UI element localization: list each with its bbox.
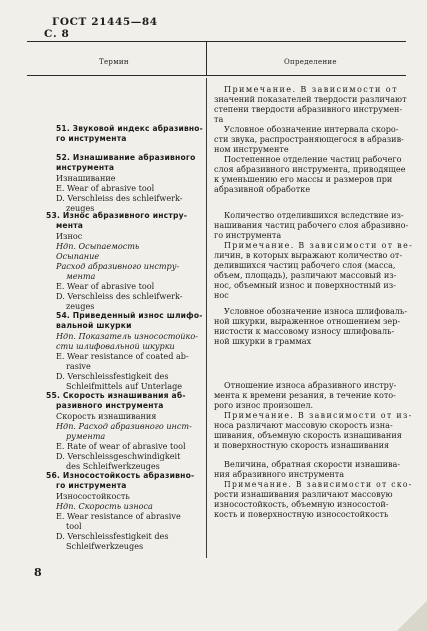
term-line: des Schleifwerkzeuges — [66, 461, 160, 471]
term-line: 56. Износостойкость абразивно- — [46, 471, 195, 480]
definition-line: к уменьшению его массы и размеров при — [214, 174, 393, 184]
page-corner-fold — [397, 601, 427, 631]
term-line: го инструмента — [56, 481, 127, 490]
definition-line: Количество отделившихся вследствие из- — [224, 210, 404, 220]
definition-line: та — [214, 114, 224, 124]
term-line: 54. Приведенный износ шлифо- — [56, 311, 203, 320]
definition-line: делившихся частиц рабочего слоя (масса, — [214, 260, 396, 270]
page-number: 8 — [34, 566, 42, 579]
term-line: Расход абразивного инстру- — [56, 261, 180, 271]
definition-line: абразивной обработке — [214, 184, 311, 194]
definition-line: значений показателей твердости различают — [214, 94, 407, 104]
definition-line: Условное обозначение износа шлифоваль- — [224, 306, 408, 316]
term-line: вальной шкурки — [56, 321, 132, 330]
term-line: румента — [66, 431, 106, 441]
table-head-border — [27, 75, 406, 76]
term-line: сти шлифовальной шкурки — [56, 341, 175, 351]
definition-line: нашивания частиц рабочего слоя абразивно- — [214, 220, 409, 230]
definition-line: объем, площадь), различают массовый из- — [214, 270, 397, 280]
definition-line: мента к времени резания, в течение кото- — [214, 390, 396, 400]
definition-line: ном инструменте — [214, 144, 289, 154]
term-line: D. Verschleissfestigkeit des — [56, 371, 169, 381]
standard-code: ГОСТ 21445—84 — [52, 16, 158, 28]
term-line: Ндп. Расход абразивного инст- — [56, 421, 192, 431]
term-line: Изнашивание — [56, 173, 116, 183]
term-line: D. Verschleiss des schleifwerk- — [56, 193, 183, 203]
page-label: С. 8 — [44, 28, 70, 40]
term-line: 55. Скорость изнашивания аб- — [46, 391, 186, 400]
term-line: E. Wear of abrasive tool — [56, 281, 155, 291]
definition-line: го инструмента — [214, 230, 282, 240]
term-line: 52. Изнашивание абразивного — [56, 153, 196, 162]
definition-line: Примечание. В зависимости от — [224, 84, 398, 94]
term-line: Ндп. Осыпаемость — [56, 241, 140, 251]
term-line: 53. Износ абразивного инстру- — [46, 211, 188, 220]
term-line: Schleifwerkzeuges — [66, 541, 144, 551]
definition-line: рости изнашивания различают массовую — [214, 489, 393, 499]
definition-line: износостойкость, объемную износостой- — [214, 499, 389, 509]
term-line: rasive — [66, 361, 91, 371]
term-line: Schleifmittels auf Unterlage — [66, 381, 183, 391]
column-divider — [206, 78, 207, 558]
term-line: E. Wear of abrasive tool — [56, 183, 155, 193]
term-line: Износ — [56, 231, 83, 241]
term-line: D. Verschleissgeschwindigkeit — [56, 451, 181, 461]
term-line: инструмента — [56, 163, 115, 172]
definition-line: личин, в которых выражают количество от- — [214, 250, 403, 260]
term-line: tool — [66, 521, 82, 531]
definition-line: степени твердости абразивного инструмен- — [214, 104, 403, 114]
definition-line: нос, объемный износ и поверхностный из- — [214, 280, 396, 290]
term-line: мента — [66, 271, 96, 281]
definition-line: сти звука, распространяющегося в абразив- — [214, 134, 404, 144]
definition-line: нос — [214, 290, 229, 300]
term-line: Ндп. Показатель износостойко- — [56, 331, 198, 341]
definition-line: Примечание. В зависимости от ско- — [224, 479, 413, 489]
term-line: zeuges — [66, 301, 95, 311]
term-line: разивного инструмента — [56, 401, 164, 410]
definition-line: Примечание. В зависимости от из- — [224, 410, 413, 420]
definition-line: ния абразивного инструмента — [214, 469, 345, 479]
column-divider-head — [206, 41, 207, 75]
term-line: мента — [56, 221, 84, 230]
term-line: Осыпание — [56, 251, 100, 261]
definition-column-header: Определение — [284, 58, 337, 66]
definition-line: кость и поверхностную износостойкость — [214, 509, 389, 519]
definition-line: Величина, обратная скорости изнашива- — [224, 459, 401, 469]
term-line: 51. Звуковой индекс абразивно- — [56, 124, 203, 133]
table-top-border — [27, 41, 406, 42]
definition-line: нистости к массовому износу шлифоваль- — [214, 326, 395, 336]
term-line: E. Wear resistance of coated ab- — [56, 351, 189, 361]
term-line: Скорость изнашивания — [56, 411, 157, 421]
definition-line: шивания, объемную скорость изнашивания — [214, 430, 402, 440]
term-line: D. Verschleiss des schleifwerk- — [56, 291, 183, 301]
term-line: Износостойкость — [56, 491, 130, 501]
definition-line: слоя абразивного инструмента, приводящее — [214, 164, 406, 174]
definition-line: носа различают массовую скорость изна- — [214, 420, 393, 430]
definition-line: ной шкурки в граммах — [214, 336, 312, 346]
term-line: D. Verschleissfestigkeit des — [56, 531, 169, 541]
term-line: E. Rate of wear of abrasive tool — [56, 441, 186, 451]
definition-line: рого износ произошел. — [214, 400, 314, 410]
definition-line: Постепенное отделение частиц рабочего — [224, 154, 402, 164]
term-line: E. Wear resistance of abrasive — [56, 511, 181, 521]
term-line: го инструмента — [56, 134, 127, 143]
term-line: Ндп. Скорость износа — [56, 501, 153, 511]
term-line: zeuges — [66, 203, 95, 213]
definition-line: Примечание. В зависимости от ве- — [224, 240, 414, 250]
definition-line: ной шкурки, выраженное отношением зер- — [214, 316, 401, 326]
definition-line: Отношение износа абразивного инстру- — [224, 380, 397, 390]
definition-line: и поверхностную скорость изнашивания — [214, 440, 390, 450]
definition-line: Условное обозначение интервала скоро- — [224, 124, 399, 134]
term-column-header: Термин — [99, 58, 129, 66]
